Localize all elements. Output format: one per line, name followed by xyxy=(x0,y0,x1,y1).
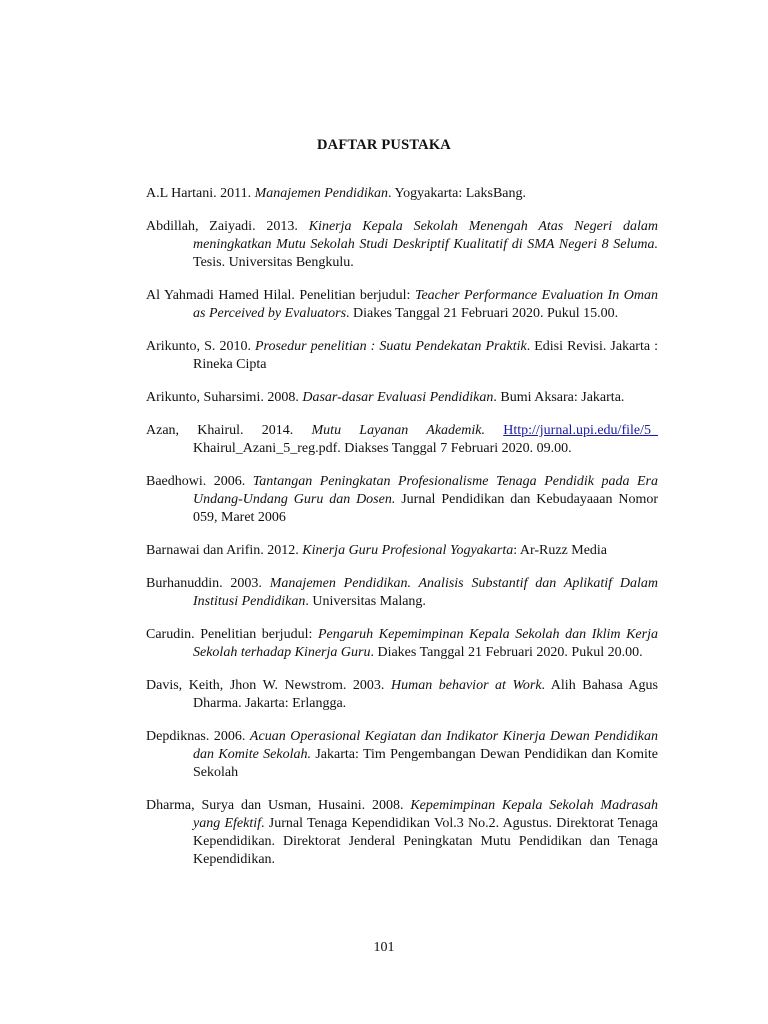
reference-text: Khairul_Azani_5_reg.pdf. Diakses Tanggal 7 Februari 2020. 09.00. xyxy=(193,441,572,456)
reference-list xyxy=(146,185,658,884)
reference-title: Kepemimpinan Kepala Sekolah Madrasah yang Efektif xyxy=(193,798,658,831)
reference-text: . Diakes Tanggal 21 Februari 2020. Pukul 15.00. xyxy=(346,306,619,321)
reference-entry xyxy=(146,218,658,272)
reference-entry xyxy=(146,575,658,611)
reference-text: Al Yahmadi Hamed Hilal. Penelitian berjudul: xyxy=(146,288,415,303)
reference-text: Jurnal Pendidikan dan Kebudayaaan Nomor 059, Maret 2006 xyxy=(193,492,659,525)
reference-text: Barnawai dan Arifin. 2012. xyxy=(146,543,303,558)
reference-text: Depdiknas. 2006. xyxy=(146,729,250,744)
reference-text: Dharma, Surya dan Usman, Husaini. 2008. xyxy=(146,798,411,813)
reference-text: . Jurnal Tenaga Kependidikan Vol.3 No.2. Agustus. Direktorat Tenaga Kependidikan. Direktorat Jenderal Peningkatan Mutu Pendidikan dan Tenaga Kependidikan. xyxy=(193,816,658,867)
reference-text: . Yogyakarta: LaksBang. xyxy=(387,186,527,201)
reference-entry xyxy=(146,338,658,374)
reference-text: . Alih Bahasa Agus Dharma. Jakarta: Erlangga. xyxy=(193,678,658,711)
reference-text: . Diakes Tanggal 21 Februari 2020. Pukul 20.00. xyxy=(370,645,643,660)
reference-title: Pengaruh Kepemimpinan Kepala Sekolah dan Iklim Kerja Sekolah terhadap Kinerja Guru xyxy=(193,627,658,660)
reference-text: Arikunto, Suharsimi. 2008. xyxy=(146,390,303,405)
reference-link[interactable]: Http://jurnal.upi.edu/file/5_ xyxy=(503,423,658,438)
reference-title: Manajemen Pendidikan xyxy=(254,186,388,201)
reference-title: Teacher Performance Evaluation In Oman as Perceived by Evaluators xyxy=(193,288,658,321)
reference-title: Prosedur penelitian : Suatu Pendekatan Praktik xyxy=(255,339,527,354)
reference-title: Mutu Layanan Akademik. xyxy=(311,423,485,438)
reference-text: . Universitas Malang. xyxy=(305,594,426,609)
reference-text: Tesis. Universitas Bengkulu. xyxy=(193,255,354,270)
reference-entry xyxy=(146,422,658,458)
reference-entry xyxy=(146,542,658,560)
reference-entry xyxy=(146,728,658,782)
reference-text: Azan, Khairul. 2014. xyxy=(146,423,312,438)
reference-entry xyxy=(146,677,658,713)
reference-entry xyxy=(146,389,658,407)
reference-entry xyxy=(146,287,658,323)
reference-text: . Bumi Aksara: Jakarta. xyxy=(493,390,625,405)
reference-text: Davis, Keith, Jhon W. Newstrom. 2003. xyxy=(146,678,391,693)
reference-text: Jakarta: Tim Pengembangan Dewan Pendidikan dan Komite Sekolah xyxy=(193,747,658,780)
reference-title: Tantangan Peningkatan Profesionalisme Tenaga Pendidik pada Era Undang-Undang Guru dan Dosen. xyxy=(193,474,658,507)
page-number: 101 xyxy=(373,940,395,955)
reference-entry xyxy=(146,797,658,869)
reference-title: Acuan Operasional Kegiatan dan Indikator Kinerja Dewan Pendidikan dan Komite Sekolah. xyxy=(193,729,658,762)
page-title: DAFTAR PUSTAKA xyxy=(317,137,451,153)
reference-text: A.L Hartani. 2011. xyxy=(146,186,255,201)
reference-text: Abdillah, Zaiyadi. 2013. xyxy=(146,219,309,234)
reference-text: : Ar-Ruzz Media xyxy=(513,543,608,558)
reference-text xyxy=(485,423,503,438)
reference-title: Manajemen Pendidikan. Analisis Substantif dan Aplikatif Dalam Institusi Pendidikan xyxy=(193,576,659,609)
reference-text: Baedhowi. 2006. xyxy=(146,474,253,489)
reference-text: Arikunto, S. 2010. xyxy=(146,339,255,354)
reference-entry xyxy=(146,185,658,203)
reference-entry xyxy=(146,473,658,527)
reference-title: Dasar-dasar Evaluasi Pendidikan xyxy=(302,390,494,405)
reference-text: Carudin. Penelitian berjudul: xyxy=(146,627,318,642)
reference-title: Kinerja Kepala Sekolah Menengah Atas Negeri dalam meningkatkan Mutu Sekolah Studi Deskriptif Kualitatif di SMA Negeri 8 Seluma. xyxy=(193,219,658,252)
reference-entry xyxy=(146,626,658,662)
reference-text: Burhanuddin. 2003. xyxy=(146,576,270,591)
reference-title: Kinerja Guru Profesional Yogyakarta xyxy=(302,543,514,558)
reference-title: Human behavior at Work xyxy=(390,678,542,693)
reference-text: . Edisi Revisi. Jakarta : Rineka Cipta xyxy=(193,339,658,372)
